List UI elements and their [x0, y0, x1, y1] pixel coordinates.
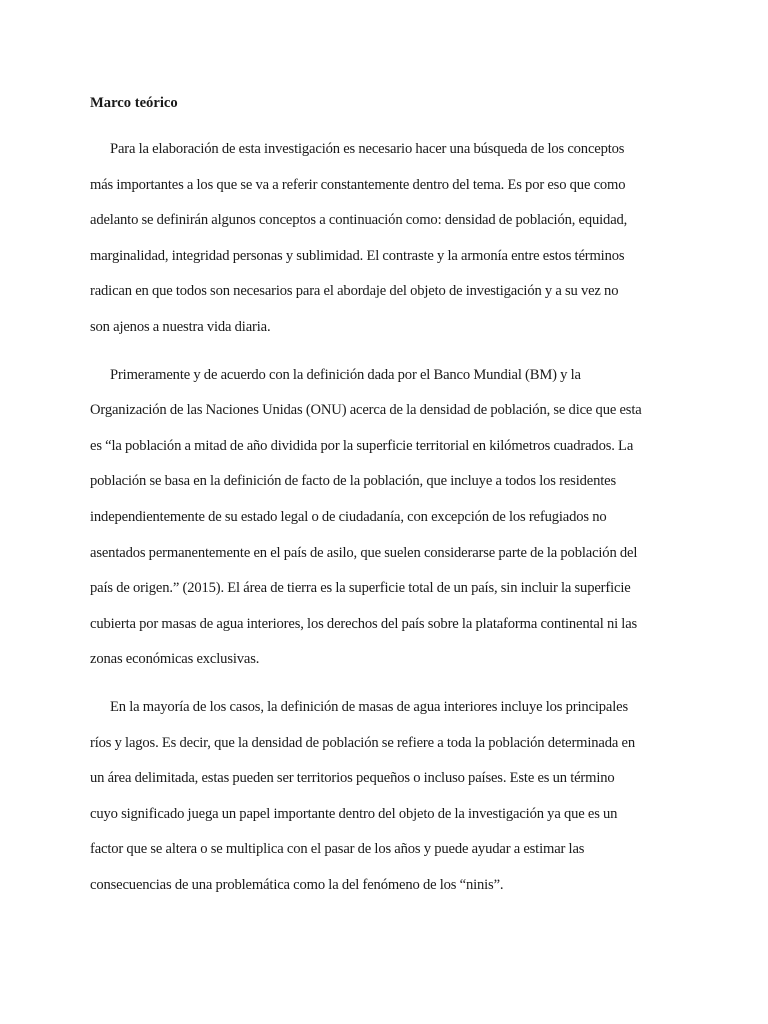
paragraph-line: adelanto se definirán algunos conceptos a continuación como: densidad de población, equidad,: [90, 212, 628, 229]
paragraph-line: Primeramente y de acuerdo con la definición dada por el Banco Mundial (BM) y la: [110, 366, 581, 383]
paragraph-line: zonas económicas exclusivas.: [90, 651, 260, 668]
paragraph-2: [90, 358, 690, 678]
paragraph-line: son ajenos a nuestra vida diaria.: [90, 318, 271, 335]
paragraph-line: más importantes a los que se va a referir constantemente dentro del tema. Es por eso que como: [90, 176, 626, 193]
paragraph-line: es “la población a mitad de año dividida por la superficie territorial en kilómetros cuadrados. La: [90, 437, 634, 454]
paragraph-line: En la mayoría de los casos, la definición de masas de agua interiores incluye los principales: [110, 698, 628, 715]
paragraph-line: ríos y lagos. Es decir, que la densidad de población se refiere a toda la población determinada en: [90, 734, 635, 751]
paragraph-line: radican en que todos son necesarios para el abordaje del objeto de investigación y a su vez no: [90, 283, 619, 300]
paragraph-line: cubierta por masas de agua interiores, los derechos del país sobre la plataforma continental ni las: [90, 615, 638, 632]
paragraph-3: [90, 690, 690, 904]
section-heading: Marco teórico: [90, 95, 178, 111]
paragraph-line: un área delimitada, estas pueden ser territorios pequeños o incluso países. Este es un término: [90, 770, 615, 787]
paragraph-line: asentados permanentemente en el país de asilo, que suelen considerarse parte de la población del: [90, 544, 638, 561]
paragraph-line: Para la elaboración de esta investigación es necesario hacer una búsqueda de los conceptos: [110, 141, 625, 157]
paragraph-line: Organización de las Naciones Unidas (ONU) acerca de la densidad de población, se dice que esta: [90, 402, 642, 419]
paragraph-line: independientemente de su estado legal o de ciudadanía, con excepción de los refugiados no: [90, 508, 607, 525]
paragraph-line: país de origen.” (2015). El área de tierra es la superficie total de un país, sin incluir la superficie: [90, 580, 631, 597]
paragraph-1: [90, 132, 690, 346]
paragraph-line: cuyo significado juega un papel importante dentro del objeto de la investigación ya que es un: [90, 805, 618, 822]
document-body: [90, 93, 690, 903]
paragraph-line: marginalidad, integridad personas y sublimidad. El contraste y la armonía entre estos términos: [90, 247, 625, 264]
paragraph-line: población se basa en la definición de facto de la población, que incluye a todos los residentes: [90, 473, 616, 490]
paragraph-line: consecuencias de una problemática como la del fenómeno de los “ninis”.: [90, 876, 504, 893]
paragraph-line: factor que se altera o se multiplica con el pasar de los años y puede ayudar a estimar las: [90, 841, 585, 858]
